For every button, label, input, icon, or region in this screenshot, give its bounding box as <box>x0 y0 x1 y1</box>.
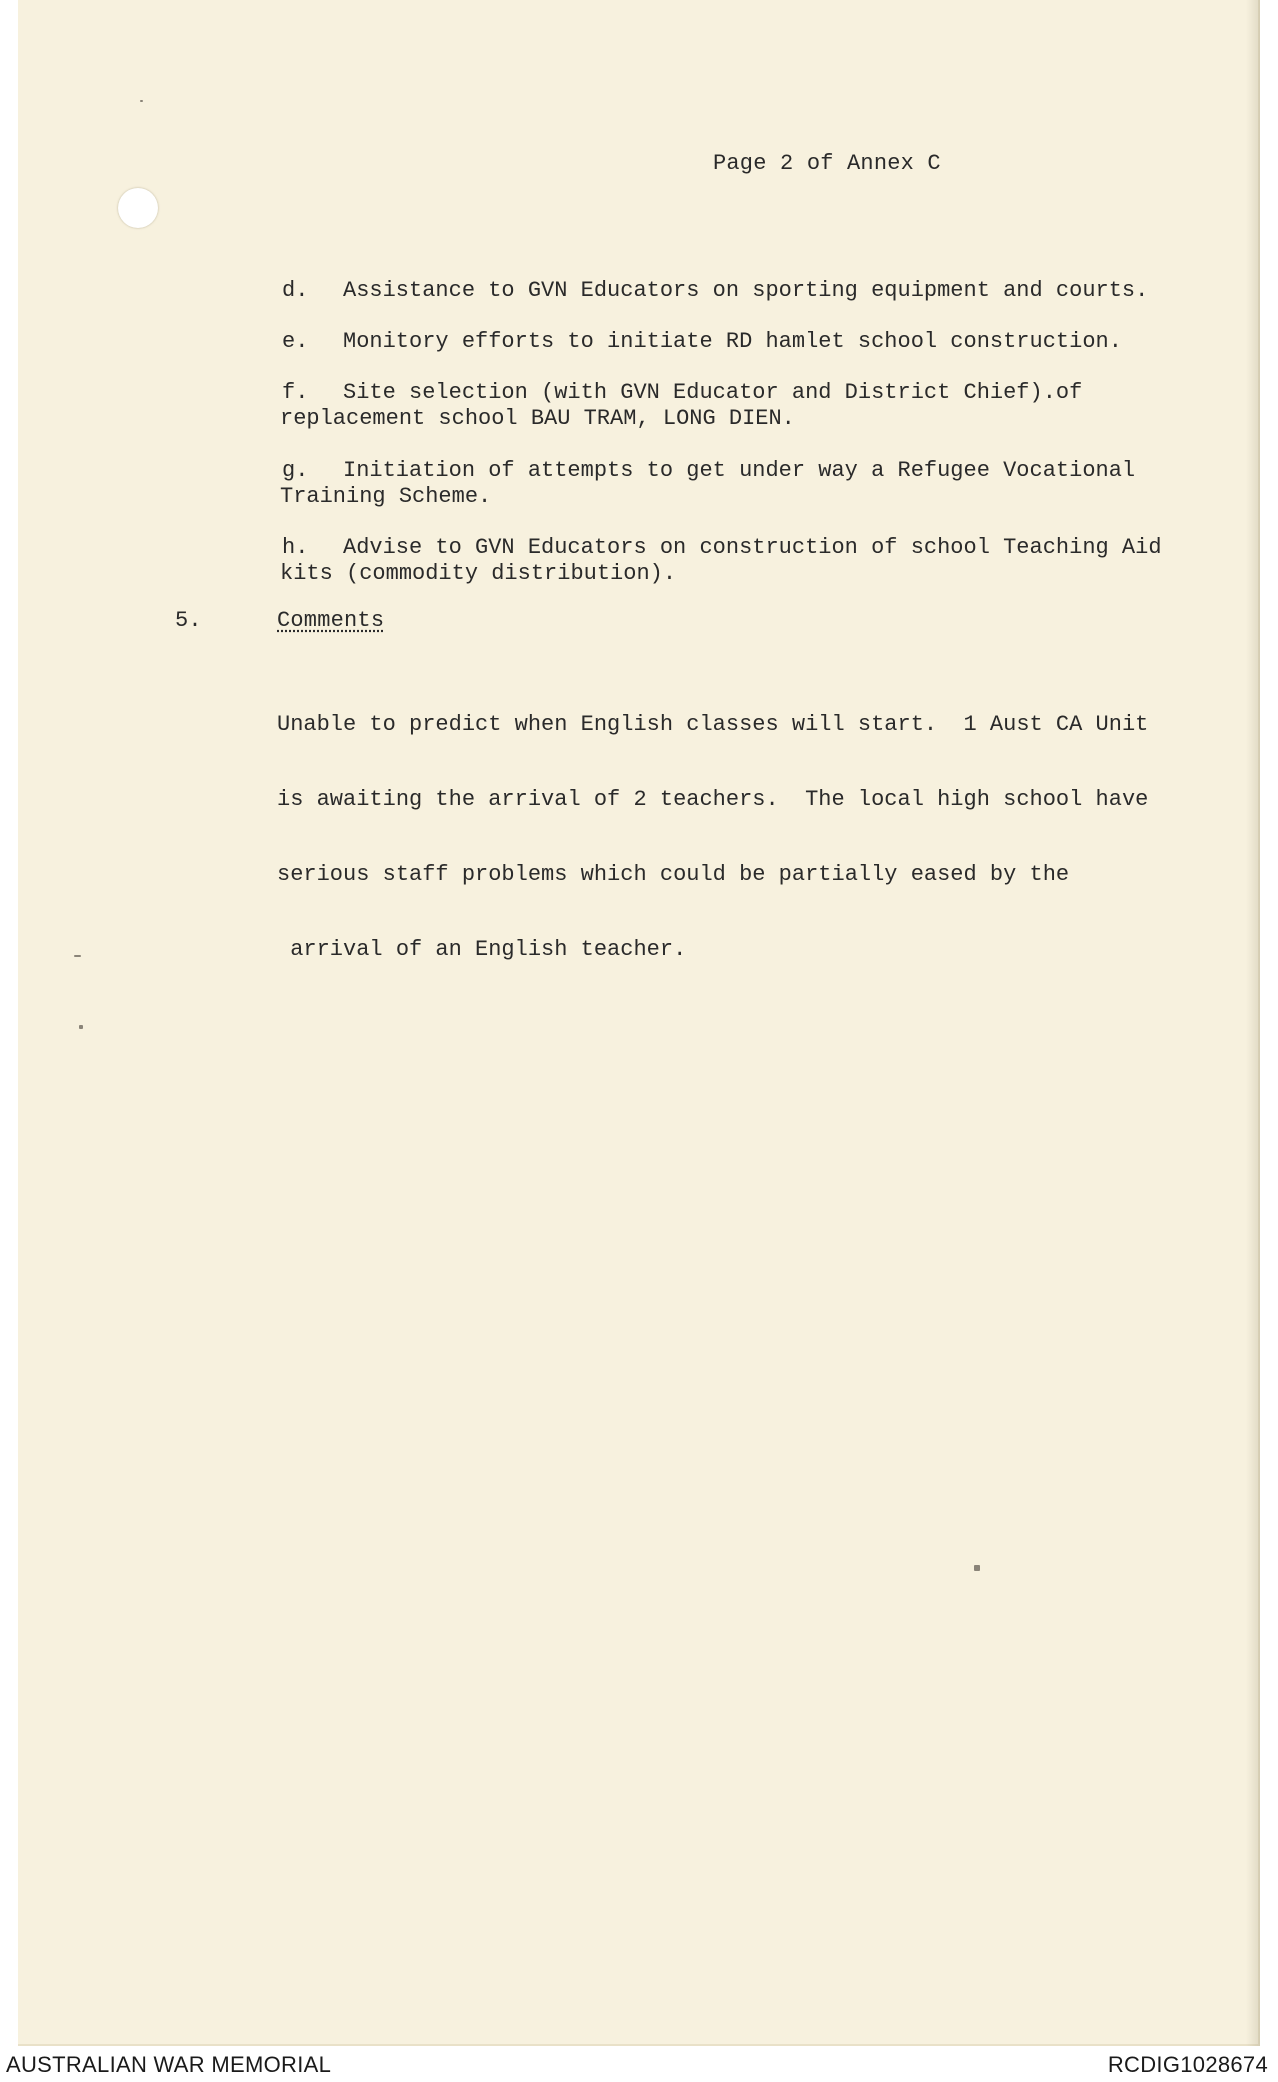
section-number: 5. <box>175 608 202 633</box>
item-letter: g. <box>282 458 309 483</box>
item-text: replacement school BAU TRAM, LONG DIEN. <box>280 406 795 431</box>
item-text: Training Scheme. <box>280 484 492 509</box>
page-edge-shadow <box>1246 0 1260 2046</box>
comments-line: serious staff problems which could be partially eased by the <box>277 862 1070 887</box>
comments-line: Unable to predict when English classes will start. 1 Aust CA Unit <box>277 712 1149 737</box>
footer-record-id: RCDIG1028674 <box>1107 2052 1268 2077</box>
punch-hole <box>118 188 158 228</box>
item-letter: h. <box>282 535 309 560</box>
paper-speck <box>140 100 143 102</box>
item-text: kits (commodity distribution). <box>280 561 677 586</box>
document-page <box>18 0 1260 2046</box>
comments-line: is awaiting the arrival of 2 teachers. The local high school have <box>277 787 1149 812</box>
comments-line: arrival of an English teacher. <box>277 937 687 962</box>
footer-institution: AUSTRALIAN WAR MEMORIAL <box>6 2052 332 2077</box>
item-letter: f. <box>282 380 309 405</box>
item-text: Monitory efforts to initiate RD hamlet school construction. <box>343 329 1122 354</box>
paper-speck <box>79 1025 83 1029</box>
item-text: Assistance to GVN Educators on sporting equipment and courts. <box>343 278 1149 303</box>
page-header: Page 2 of Annex C <box>713 151 941 176</box>
item-text: Initiation of attempts to get under way a Refugee Vocational <box>343 458 1136 483</box>
item-text: Advise to GVN Educators on construction of school Teaching Aid <box>343 535 1162 560</box>
item-letter: e. <box>282 329 309 354</box>
item-text: Site selection (with GVN Educator and District Chief).of <box>343 380 1083 405</box>
archive-footer <box>0 2046 1278 2082</box>
paper-speck <box>74 955 81 957</box>
paper-speck <box>974 1565 980 1571</box>
item-letter: d. <box>282 278 309 303</box>
section-title: Comments <box>277 608 385 633</box>
comments-body <box>277 662 1148 1012</box>
